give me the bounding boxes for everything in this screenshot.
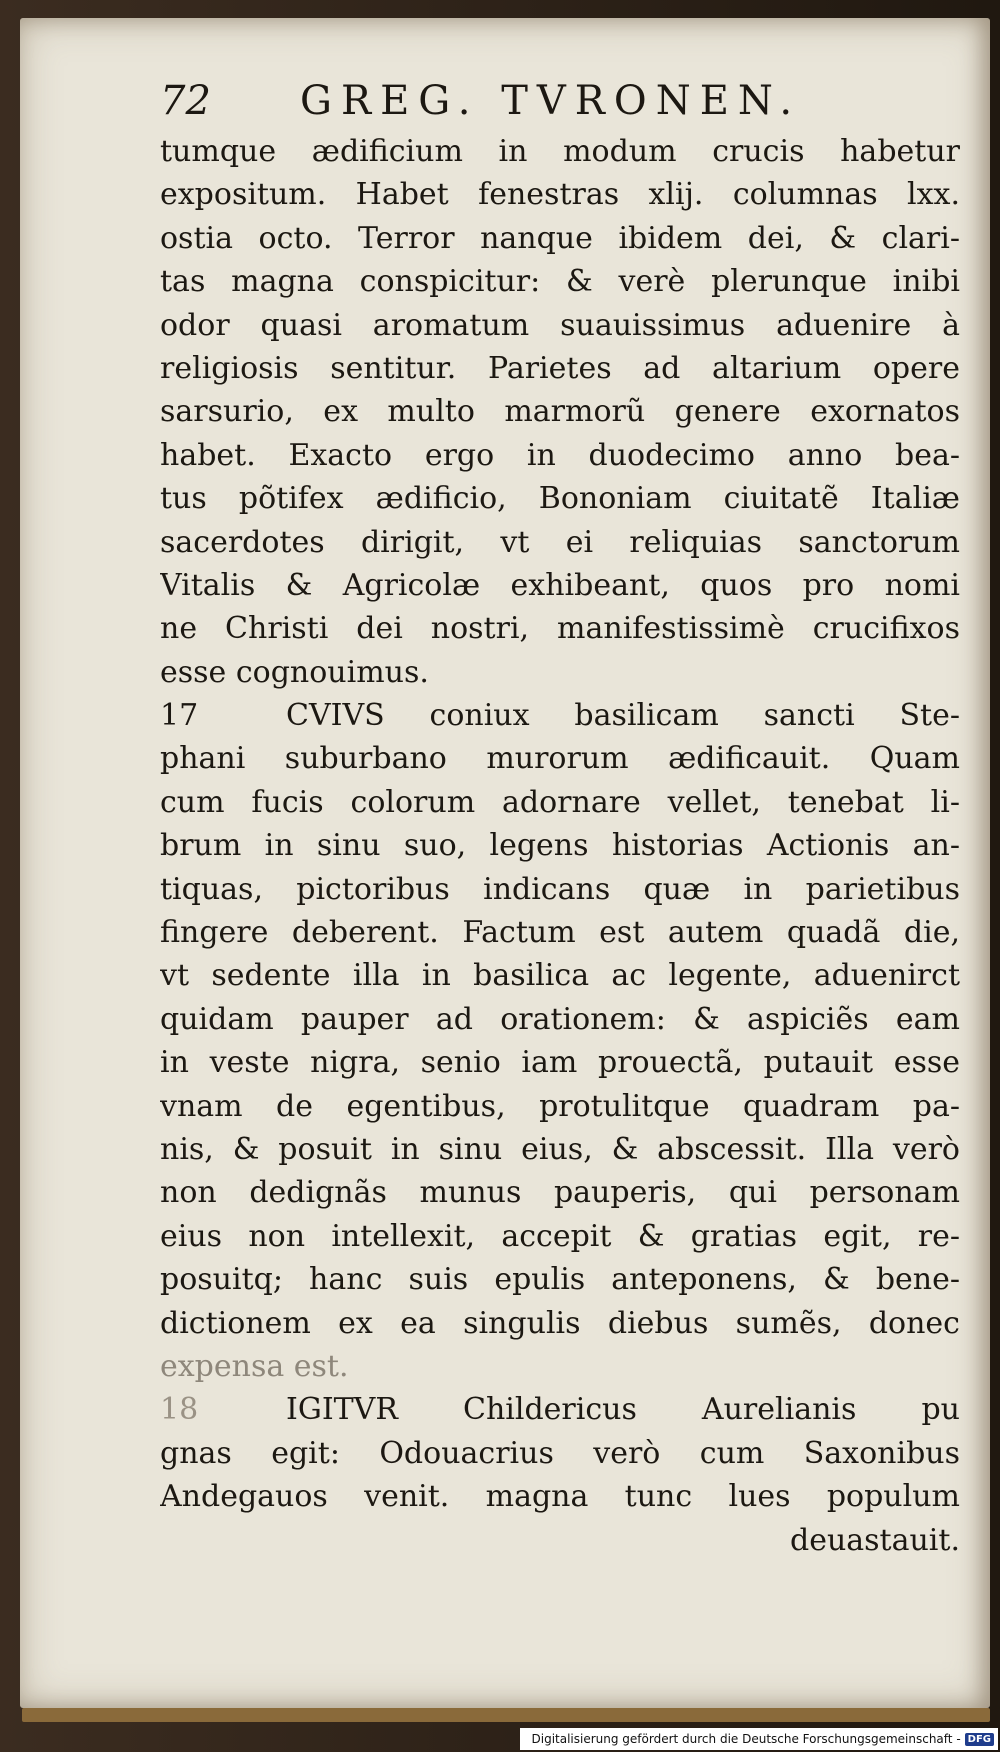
text-line: ne Christi dei nostri, manifestissimè crucifixos bbox=[160, 611, 960, 647]
dfg-logo: DFG bbox=[965, 1733, 994, 1746]
text-line: ostia octo. Terror nanque ibidem dei, & clari- bbox=[160, 220, 960, 256]
text-line: tiquas, pictoribus indicans quæ in parietibus bbox=[160, 871, 960, 907]
text-line: in veste nigra, senio iam prouectã, putauit esse bbox=[160, 1045, 960, 1081]
text-line: cum fucis colorum adornare vellet, tenebat li- bbox=[160, 784, 960, 820]
text-line: brum in sinu suo, legens historias Actionis an- bbox=[160, 828, 960, 864]
text-line: Vitalis & Agricolæ exhibeant, quos pro nomi bbox=[160, 567, 960, 603]
text-line: habet. Exacto ergo in duodecimo anno bea- bbox=[160, 437, 960, 473]
chapter-17-heading-line bbox=[160, 694, 960, 737]
text-line: dictionem ex ea singulis diebus sumẽs, donec bbox=[160, 1305, 960, 1341]
text-line-final: deuastauit. bbox=[789, 1522, 960, 1558]
text-line: fingere deberent. Factum est autem quadã die, bbox=[160, 915, 960, 951]
chapter-number-18: 18 bbox=[160, 1392, 199, 1428]
text-line: odor quasi aromatum suauissimus aduenire à bbox=[160, 307, 960, 343]
chapter-17-first-line: CVIVS coniux basilicam sancti Ste- bbox=[286, 698, 960, 734]
text-line: phani suburbano murorum ædificauit. Quam bbox=[160, 741, 960, 777]
text-line: tumque ædificium in modum crucis habetur bbox=[160, 134, 960, 169]
text-line: tas magna conspicitur: & verè plerunque inibi bbox=[160, 264, 960, 300]
text-line: expositum. Habet fenestras xlij. columnas lxx. bbox=[160, 177, 960, 213]
text-line: tus põtifex ædificio, Bononiam ciuitatẽ Italiæ bbox=[160, 481, 960, 517]
credit-text: Digitalisierung gefördert durch die Deutsche Forschungsgemeinschaft - bbox=[531, 1732, 961, 1746]
page-number: 72 bbox=[160, 78, 211, 124]
chapter-18-first-line: IGITVR Childericus Aurelianis pu bbox=[286, 1392, 960, 1428]
text-line: sacerdotes dirigit, vt ei reliquias sanctorum bbox=[160, 524, 960, 560]
text-line: sarsurio, ex multo marmorũ genere exornatos bbox=[160, 394, 960, 430]
chapter-18-heading-line bbox=[160, 1388, 960, 1431]
digitization-credit bbox=[520, 1728, 998, 1750]
text-line: nis, & posuit in sinu eius, & abscessit. Illa verò bbox=[160, 1131, 960, 1167]
text-line: gnas egit: Odouacrius verò cum Saxonibus bbox=[160, 1435, 960, 1471]
page-bottom-edge bbox=[22, 1708, 990, 1722]
text-line: quidam pauper ad orationem: & aspiciẽs eam bbox=[160, 1001, 960, 1037]
text-line: expensa est. bbox=[160, 1348, 349, 1384]
text-line: vnam de egentibus, protulitque quadram pa- bbox=[160, 1088, 960, 1124]
page-header bbox=[160, 78, 960, 134]
text-line: vt sedente illa in basilica ac legente, aduenirct bbox=[160, 958, 960, 994]
text-line: posuitq; hanc suis epulis anteponens, & bene- bbox=[160, 1262, 960, 1298]
text-line: eius non intellexit, accepit & gratias egit, re- bbox=[160, 1218, 960, 1254]
text-line: Andegauos venit. magna tunc lues populum bbox=[160, 1479, 960, 1515]
text-line: esse cognouimus. bbox=[160, 654, 429, 690]
text-block bbox=[160, 130, 960, 1562]
text-line: non dedignãs munus pauperis, qui personam bbox=[160, 1175, 960, 1211]
chapter-number-17: 17 bbox=[160, 698, 199, 734]
text-line: religiosis sentitur. Parietes ad altarium opere bbox=[160, 350, 960, 386]
running-head: GREG. TVRONEN. bbox=[300, 78, 802, 124]
